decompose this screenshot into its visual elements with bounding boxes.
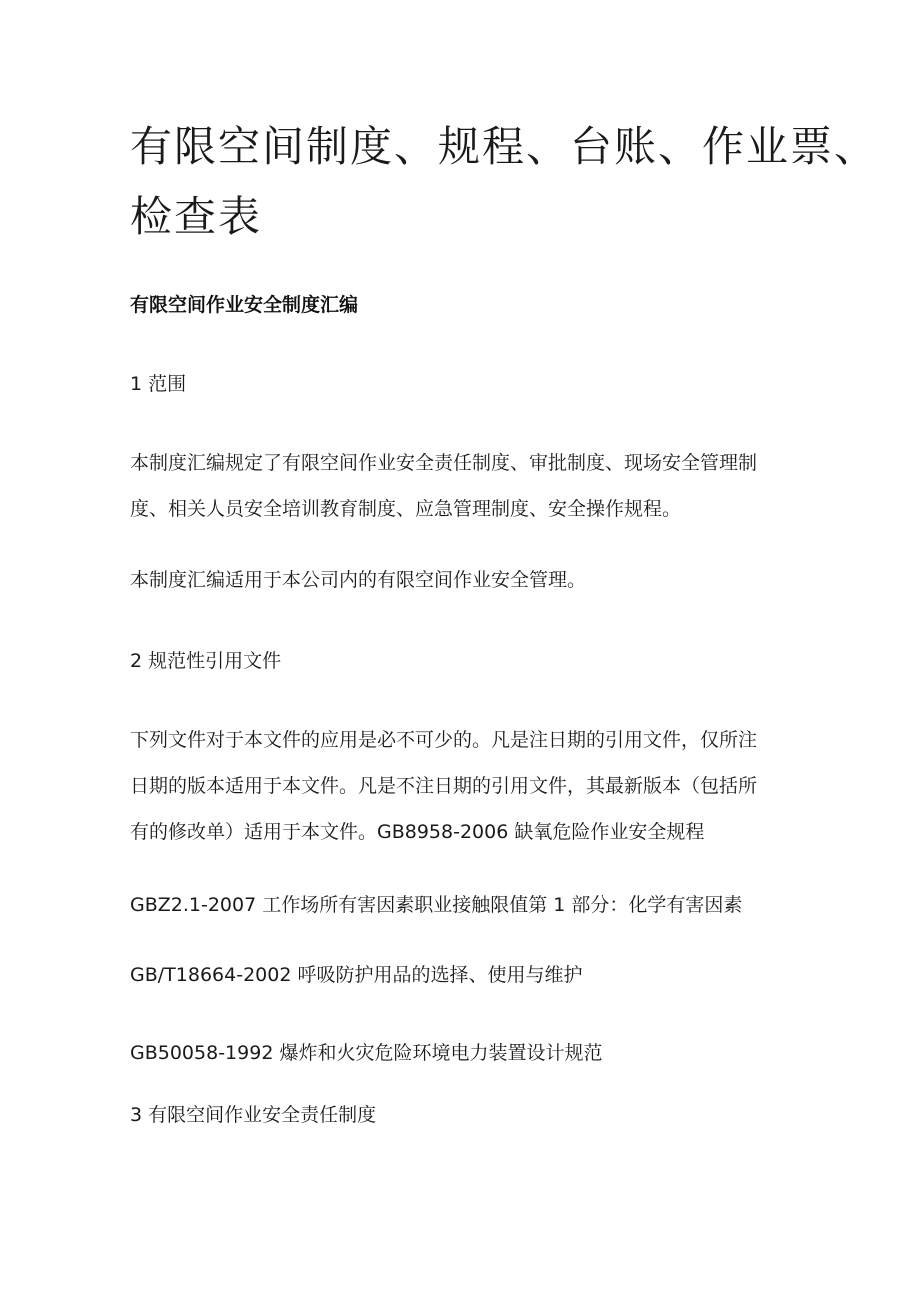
document-title — [130, 112, 879, 252]
section-1-paragraph-1 — [130, 440, 795, 532]
section-2-paragraph-line-3: 有的修改单）适用于本文件。GB8958-2006 缺氧危险作业安全规程 — [130, 821, 705, 843]
reference-gb50058: GB50058-1992 爆炸和火灾危险环境电力装置设计规范 — [130, 1042, 603, 1064]
section-2-paragraph-line-2: 日期的版本适用于本文件。凡是不注日期的引用文件，其最新版本（包括所 — [130, 775, 758, 797]
section-1-paragraph-1-line-2: 度、相关人员安全培训教育制度、应急管理制度、安全操作规程。 — [130, 498, 682, 520]
section-1-heading: 1 范围 — [130, 373, 187, 395]
document-title-line-2: 检查表 — [130, 192, 263, 241]
reference-gbt: GB/T18664-2002 呼吸防护用品的选择、使用与维护 — [130, 964, 583, 986]
section-2-paragraph — [130, 717, 795, 855]
reference-gbz: GBZ2.1-2007 工作场所有害因素职业接触限值第 1 部分：化学有害因素 — [130, 894, 743, 916]
document-subtitle: 有限空间作业安全制度汇编 — [130, 294, 359, 316]
section-1-paragraph-1-line-1: 本制度汇编规定了有限空间作业安全责任制度、审批制度、现场安全管理制 — [130, 452, 758, 474]
section-2-paragraph-line-1: 下列文件对于本文件的应用是必不可少的。凡是注日期的引用文件，仅所注 — [130, 729, 758, 751]
section-1-paragraph-2: 本制度汇编适用于本公司内的有限空间作业安全管理。 — [130, 569, 587, 591]
section-2-heading: 2 规范性引用文件 — [130, 650, 282, 672]
document-title-line-1: 有限空间制度、规程、台账、作业票、 — [130, 122, 879, 171]
section-3-heading: 3 有限空间作业安全责任制度 — [130, 1104, 377, 1126]
